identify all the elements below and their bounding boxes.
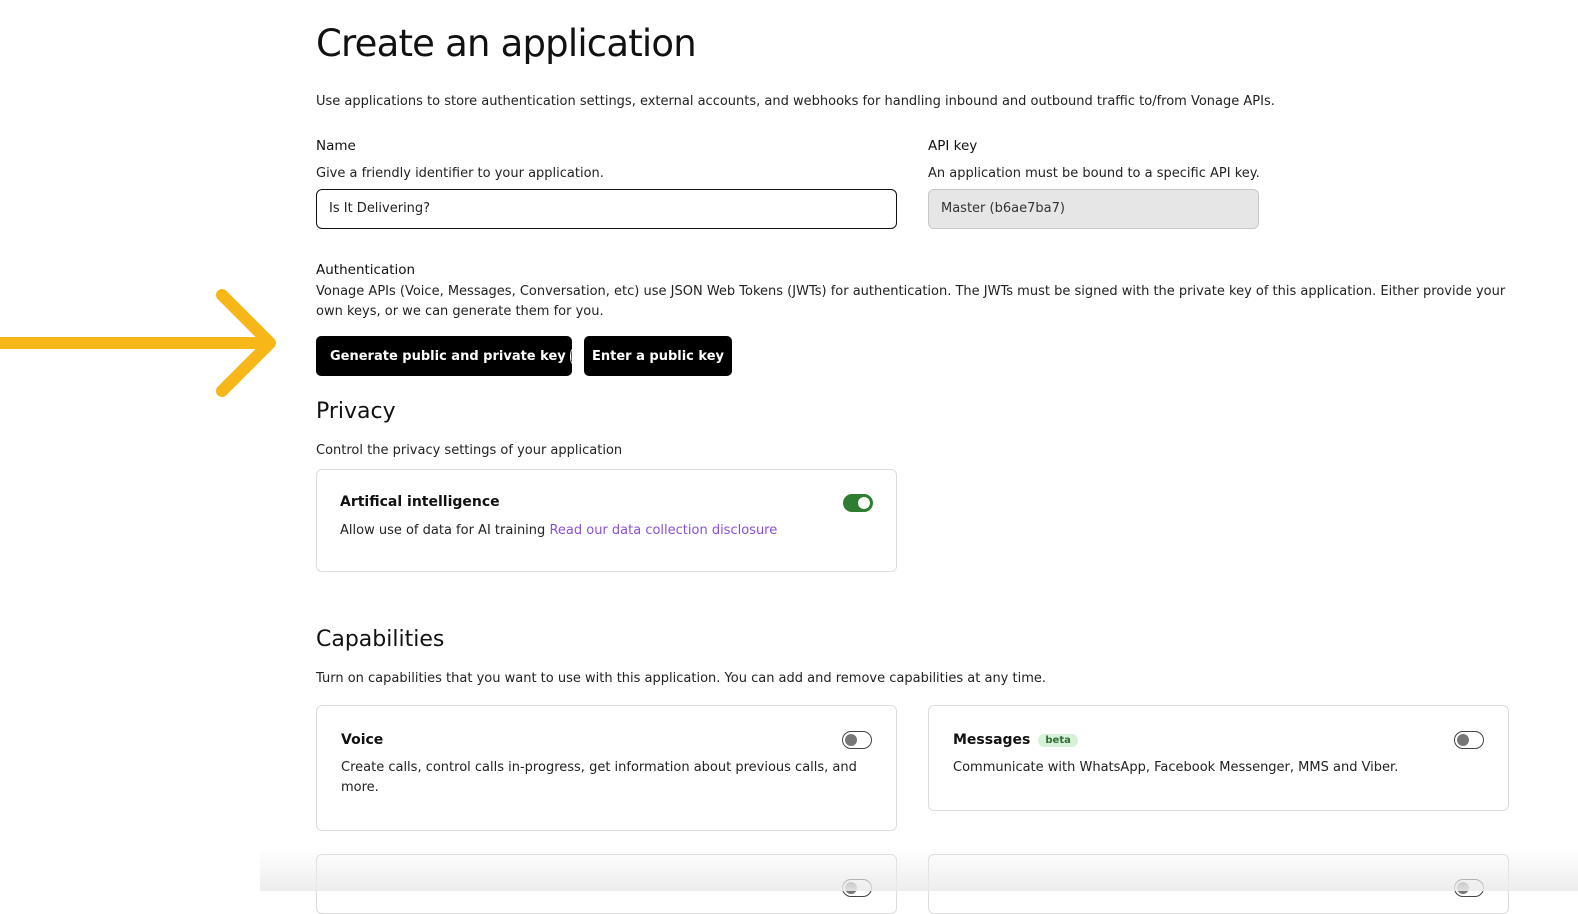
messages-title (953, 732, 1078, 748)
data-collection-link[interactable]: Read our data collection disclosure (549, 523, 778, 538)
toggle-knob (845, 734, 857, 746)
voice-title: Voice (341, 732, 384, 748)
voice-card (316, 705, 897, 831)
toggle-knob (1457, 734, 1469, 746)
generate-keys-button-label: Generate public and private key (330, 348, 566, 364)
api-key-help: An application must be bound to a specific API key. (928, 166, 1260, 181)
enter-public-key-button[interactable]: Enter a public key (584, 336, 732, 376)
messages-description: Communicate with WhatsApp, Facebook Messenger, MMS and Viber. (953, 760, 1399, 775)
name-help: Give a friendly identifier to your application. (316, 166, 604, 181)
voice-toggle[interactable] (842, 731, 872, 749)
capabilities-help: Turn on capabilities that you want to use with this application. You can add and remove capabilities at any time. (316, 671, 1047, 686)
toggle-knob (858, 497, 870, 509)
page-intro: Use applications to store authentication settings, external accounts, and webhooks for handling inbound and outbound traffic to/from Vonage APIs. (316, 94, 1275, 109)
ai-description-text: Allow use of data for AI training (340, 523, 546, 538)
voice-description: Create calls, control calls in-progress, get information about previous calls, and more. (341, 760, 857, 795)
ai-toggle[interactable] (843, 494, 873, 512)
info-icon[interactable]: i (570, 349, 575, 364)
api-key-select[interactable]: Master (b6ae7ba7) (928, 189, 1259, 229)
privacy-help: Control the privacy settings of your application (316, 443, 623, 458)
name-input[interactable]: Is It Delivering? (316, 189, 897, 229)
ai-title: Artifical intelligence (340, 494, 500, 510)
messages-card (928, 705, 1509, 811)
beta-badge: beta (1038, 734, 1077, 747)
authentication-label: Authentication (316, 262, 416, 278)
generate-keys-button[interactable] (316, 336, 572, 376)
ai-card (316, 469, 897, 572)
arrow-annotation-icon (0, 285, 290, 400)
ai-description (340, 521, 777, 541)
name-label: Name (316, 138, 356, 154)
messages-title-text: Messages (953, 732, 1031, 748)
capabilities-title: Capabilities (316, 627, 445, 652)
bottom-scroll-fade (260, 848, 1578, 891)
authentication-description: Vonage APIs (Voice, Messages, Conversation, etc) use JSON Web Tokens (JWTs) for authentication. The JWTs must be signed with the private key of this application. Either provide your own keys, or we can generate them for you. (316, 284, 1506, 319)
privacy-title: Privacy (316, 399, 396, 424)
api-key-label: API key (928, 138, 978, 154)
page-title: Create an application (316, 22, 696, 65)
messages-toggle[interactable] (1454, 731, 1484, 749)
